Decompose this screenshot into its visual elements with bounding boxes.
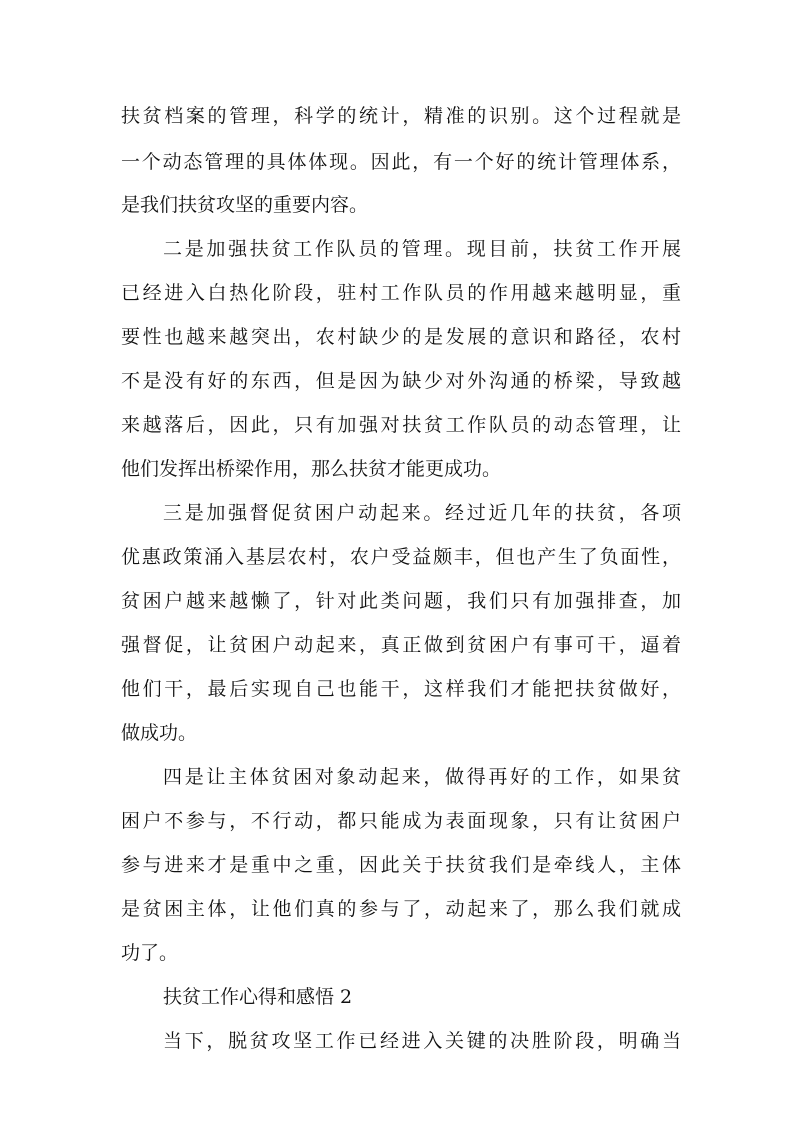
paragraph-line: 要性也越来越突出，农村缺少的是发展的意识和路径，农村 [121,326,681,348]
paragraph-line: 优惠政策涌入基层农村，农户受益颇丰，但也产生了负面性， [121,546,681,568]
paragraph-line: 困户不参与，不行动，都只能成为表面现象，只有让贫困户 [121,810,681,832]
paragraph-line: 做成功。 [121,722,198,744]
paragraph-line: 贫困户越来越懒了，针对此类问题，我们只有加强排查，加 [121,590,681,612]
paragraph-line: 当下，脱贫攻坚工作已经进入关键的决胜阶段，明确当 [163,1030,681,1052]
paragraph-line: 三是加强督促贫困户动起来。经过近几年的扶贫，各项 [163,502,681,524]
paragraph-line: 二是加强扶贫工作队员的管理。现目前，扶贫工作开展 [163,238,681,260]
paragraph-line: 是贫困主体，让他们真的参与了，动起来了，那么我们就成 [121,898,681,920]
paragraph-line: 是我们扶贫攻坚的重要内容。 [121,194,369,216]
paragraph-line: 一个动态管理的具体体现。因此，有一个好的统计管理体系， [121,151,681,173]
paragraph-line: 他们发挥出桥梁作用，那么扶贫才能更成功。 [121,458,502,480]
section-heading: 扶贫工作心得和感悟 2 [163,986,353,1008]
paragraph-line: 参与进来才是重中之重，因此关于扶贫我们是牵线人，主体 [121,854,681,876]
paragraph-line: 功了。 [121,942,179,964]
paragraph-line: 不是没有好的东西，但是因为缺少对外沟通的桥梁，导致越 [121,370,681,392]
paragraph-line: 扶贫档案的管理，科学的统计，精准的识别。这个过程就是 [121,105,681,127]
paragraph-line: 强督促，让贫困户动起来，真正做到贫困户有事可干，逼着 [121,634,681,656]
paragraph-line: 来越落后，因此，只有加强对扶贫工作队员的动态管理，让 [121,414,681,436]
paragraph-line: 已经进入白热化阶段，驻村工作队员的作用越来越明显，重 [121,282,681,304]
paragraph-line: 四是让主体贫困对象动起来，做得再好的工作，如果贫 [163,766,681,788]
paragraph-line: 他们干，最后实现自己也能干，这样我们才能把扶贫做好， [121,678,681,700]
